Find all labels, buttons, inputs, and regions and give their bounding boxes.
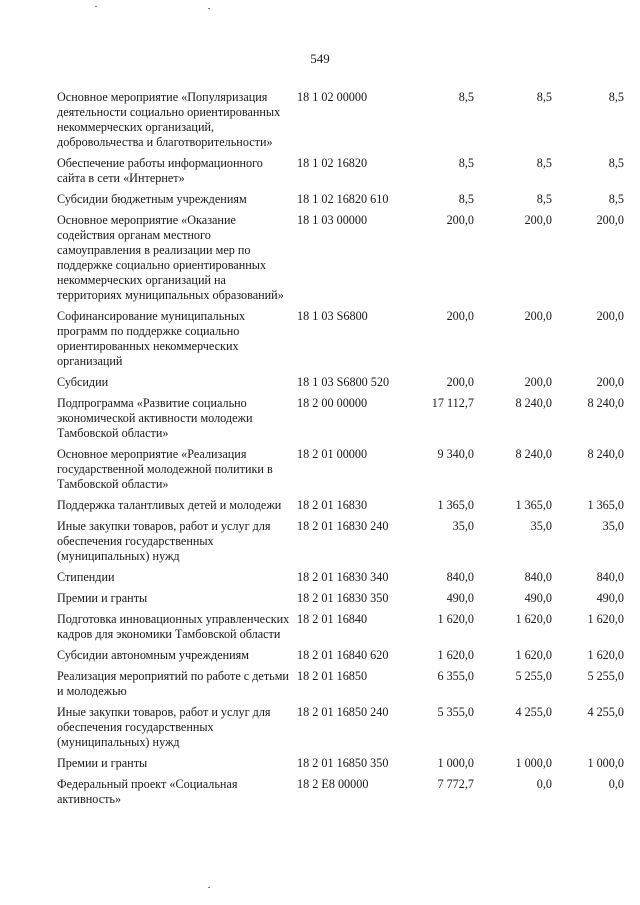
table-row: [57, 211, 624, 307]
row-name: Обеспечение работы информационного сайта в сети «Интернет»: [57, 156, 263, 185]
row-value-2: 8 240,0: [515, 396, 552, 410]
row-name: Поддержка талантливых детей и молодежи: [57, 498, 282, 512]
budget-table-body: [57, 88, 624, 811]
row-name: Федеральный проект «Социальная активность»: [57, 777, 238, 806]
row-name: Основное мероприятие «Оказание содействия органам местного самоуправления в реализации мер по поддержке социально ориентированных некоммерческих организаций на территориях муниципальных образований»: [57, 213, 284, 302]
row-name: Основное мероприятие «Популяризация деятельности социально ориентированных некоммерческих организаций, добровольчества и благотворительности»: [57, 90, 281, 149]
row-value-1: 5 355,0: [437, 705, 474, 719]
row-name: Стипендии: [57, 570, 115, 584]
row-value-2: 840,0: [524, 570, 552, 584]
row-value-2: 8,5: [536, 90, 552, 104]
table-row: [57, 445, 624, 496]
table-row: [57, 610, 624, 646]
row-value-3: 200,0: [596, 309, 624, 323]
scan-speck: [95, 6, 97, 7]
row-value-1: 200,0: [446, 375, 474, 389]
row-code: 18 2 01 16830 240: [297, 519, 389, 533]
row-value-3: 4 255,0: [587, 705, 624, 719]
row-code: 18 2 01 16850 240: [297, 705, 389, 719]
row-code: 18 2 00 00000: [297, 396, 368, 410]
row-value-1: 1 365,0: [437, 498, 474, 512]
row-code: 18 1 03 00000: [297, 213, 368, 227]
table-row: [57, 373, 624, 394]
row-value-2: 35,0: [530, 519, 552, 533]
row-name: Подпрограмма «Развитие социально экономической активности молодежи Тамбовской области»: [57, 396, 253, 440]
row-value-2: 0,0: [536, 777, 552, 791]
row-value-1: 8,5: [458, 192, 474, 206]
row-value-2: 200,0: [524, 213, 552, 227]
table-row: [57, 754, 624, 775]
row-value-1: 6 355,0: [437, 669, 474, 683]
row-name: Софинансирование муниципальных программ по поддержке социально ориентированных некоммерческих организаций: [57, 309, 246, 368]
row-value-2: 1 365,0: [515, 498, 552, 512]
row-code: 18 2 01 16840 620: [297, 648, 389, 662]
row-value-3: 8 240,0: [587, 447, 624, 461]
row-value-1: 840,0: [446, 570, 474, 584]
row-value-1: 8,5: [458, 90, 474, 104]
table-row: [57, 394, 624, 445]
row-name: Иные закупки товаров, работ и услуг для обеспечения государственных (муниципальных) нужд: [57, 519, 271, 563]
row-value-1: 9 340,0: [437, 447, 474, 461]
table-row: [57, 589, 624, 610]
row-value-1: 490,0: [446, 591, 474, 605]
row-name: Субсидии автономным учреждениям: [57, 648, 249, 662]
row-value-2: 1 000,0: [515, 756, 552, 770]
row-value-2: 8,5: [536, 156, 552, 170]
row-code: 18 2 01 00000: [297, 447, 368, 461]
row-name: Субсидии: [57, 375, 109, 389]
scan-speck: [208, 8, 210, 9]
row-name: Основное мероприятие «Реализация государственной молодежной политики в Тамбовской области»: [57, 447, 273, 491]
row-value-3: 35,0: [602, 519, 624, 533]
row-value-1: 1 620,0: [437, 648, 474, 662]
row-value-3: 1 620,0: [587, 648, 624, 662]
row-value-2: 490,0: [524, 591, 552, 605]
row-value-3: 5 255,0: [587, 669, 624, 683]
row-code: 18 2 01 16850: [297, 669, 368, 683]
row-value-2: 4 255,0: [515, 705, 552, 719]
row-value-2: 1 620,0: [515, 648, 552, 662]
row-value-1: 8,5: [458, 156, 474, 170]
row-value-3: 0,0: [608, 777, 624, 791]
scan-speck: [208, 887, 210, 888]
row-value-3: 1 000,0: [587, 756, 624, 770]
budget-table: [57, 88, 624, 811]
row-value-2: 8,5: [536, 192, 552, 206]
row-code: 18 1 02 00000: [297, 90, 368, 104]
table-row: [57, 667, 624, 703]
table-row: [57, 568, 624, 589]
table-row: [57, 307, 624, 373]
row-value-3: 200,0: [596, 213, 624, 227]
row-value-2: 200,0: [524, 309, 552, 323]
row-value-2: 5 255,0: [515, 669, 552, 683]
row-code: 18 2 01 16830 340: [297, 570, 389, 584]
row-value-3: 1 365,0: [587, 498, 624, 512]
table-row: [57, 88, 624, 154]
row-value-3: 840,0: [596, 570, 624, 584]
row-value-1: 7 772,7: [437, 777, 474, 791]
row-value-3: 8,5: [608, 192, 624, 206]
table-row: [57, 517, 624, 568]
row-name: Субсидии бюджетным учреждениям: [57, 192, 247, 206]
row-name: Реализация мероприятий по работе с детьми и молодежью: [57, 669, 289, 698]
page-number: 549: [310, 51, 330, 66]
row-code: 18 2 01 16850 350: [297, 756, 389, 770]
row-value-2: 200,0: [524, 375, 552, 389]
row-name: Премии и гранты: [57, 756, 148, 770]
table-row: [57, 496, 624, 517]
row-value-3: 1 620,0: [587, 612, 624, 626]
row-code: 18 2 01 16840: [297, 612, 368, 626]
table-row: [57, 646, 624, 667]
row-value-1: 200,0: [446, 213, 474, 227]
row-code: 18 2 E8 00000: [297, 777, 369, 791]
row-value-1: 1 620,0: [437, 612, 474, 626]
row-name: Подготовка инновационных управленческих кадров для экономики Тамбовской области: [57, 612, 290, 641]
row-code: 18 1 02 16820 610: [297, 192, 389, 206]
row-value-3: 8,5: [608, 156, 624, 170]
row-value-3: 8 240,0: [587, 396, 624, 410]
row-value-1: 1 000,0: [437, 756, 474, 770]
row-code: 18 1 03 S6800: [297, 309, 368, 323]
table-row: [57, 190, 624, 211]
row-value-3: 200,0: [596, 375, 624, 389]
table-row: [57, 703, 624, 754]
row-value-1: 17 112,7: [431, 396, 474, 410]
row-value-2: 8 240,0: [515, 447, 552, 461]
row-code: 18 1 02 16820: [297, 156, 368, 170]
row-code: 18 2 01 16830 350: [297, 591, 389, 605]
row-code: 18 1 03 S6800 520: [297, 375, 390, 389]
row-value-2: 1 620,0: [515, 612, 552, 626]
row-value-1: 200,0: [446, 309, 474, 323]
row-code: 18 2 01 16830: [297, 498, 368, 512]
row-name: Иные закупки товаров, работ и услуг для обеспечения государственных (муниципальных) нужд: [57, 705, 271, 749]
table-row: [57, 775, 624, 811]
row-name: Премии и гранты: [57, 591, 148, 605]
row-value-1: 35,0: [452, 519, 474, 533]
table-row: [57, 154, 624, 190]
row-value-3: 8,5: [608, 90, 624, 104]
row-value-3: 490,0: [596, 591, 624, 605]
